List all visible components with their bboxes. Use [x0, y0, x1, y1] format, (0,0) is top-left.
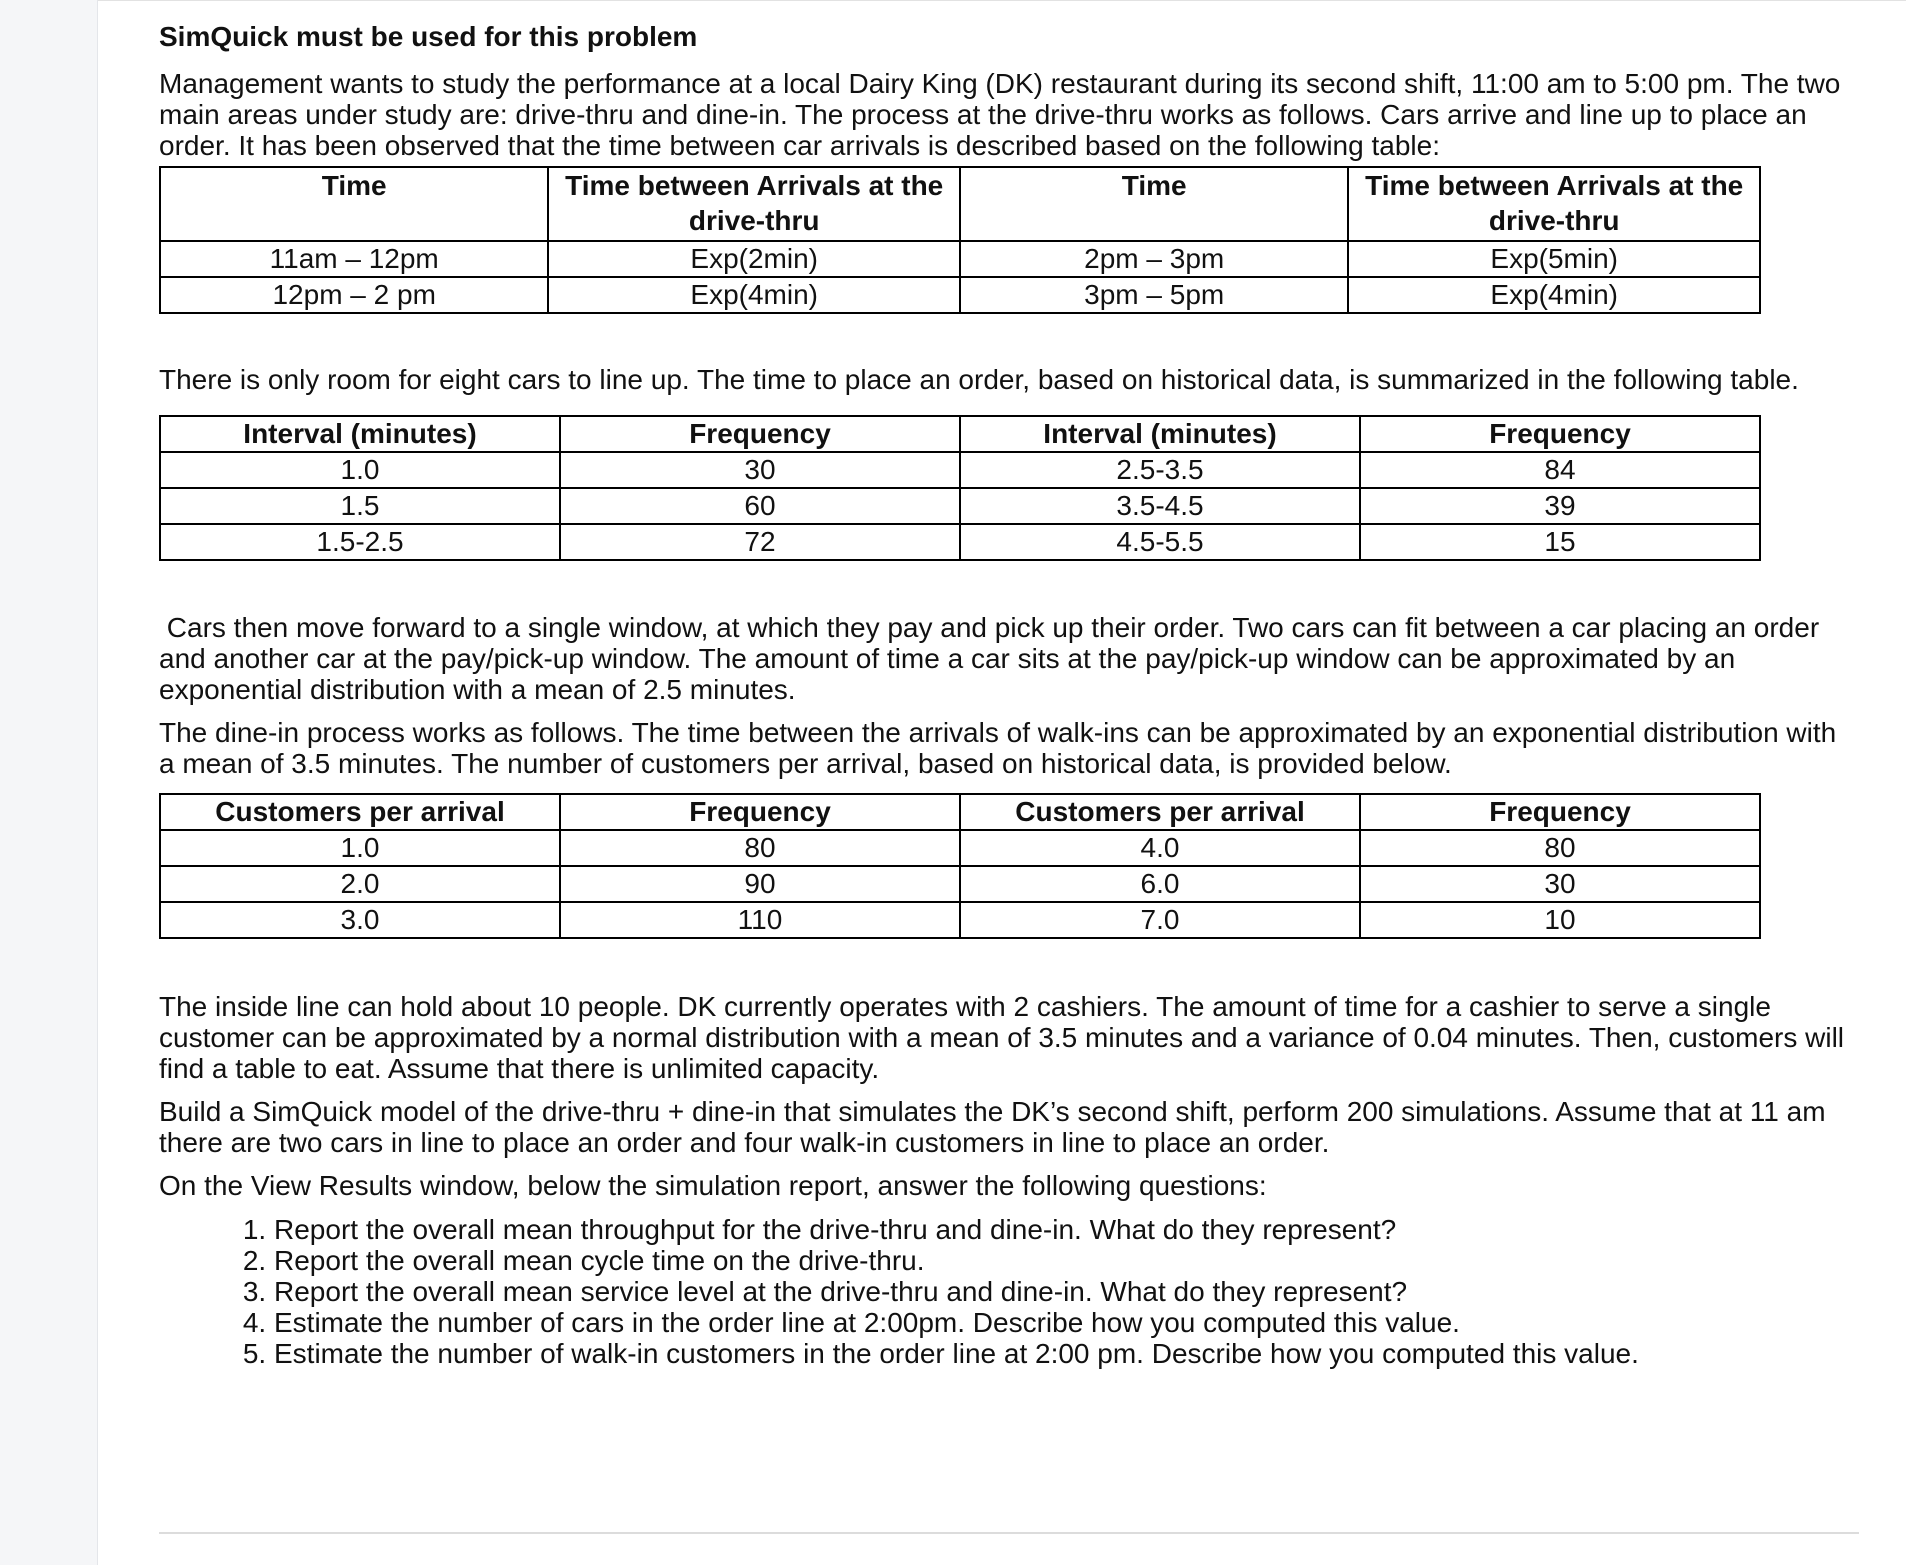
inside-line-paragraph: The inside line can hold about 10 people. DK currently operates with 2 cashiers. The amount of time for a cashier to serve a single customer can be approximated by a normal distribution with a mean of 3.5 minutes and a variance of 0.04 minutes. Then, customers will find a table to eat. Assume that there is unlimited capacity.	[159, 991, 1845, 1084]
pickup-window-paragraph: Cars then move forward to a single window, at which they pay and pick up their order. Two cars can fit between a car placing an order and another car at the pay/pick-up window. The amount of time a car sits at the pay/pick-up window can be approximated by an exponential distribution with a mean of 2.5 minutes.	[159, 612, 1827, 705]
table-header-cell: Customers per arrival	[160, 794, 560, 830]
table-row	[160, 866, 1760, 902]
table-cell: 60	[560, 488, 960, 524]
table-cell: 3.5-4.5	[960, 488, 1360, 524]
table-cell: 30	[560, 452, 960, 488]
arrival-time-table	[159, 166, 1761, 314]
table-header-cell: Interval (minutes)	[160, 416, 560, 452]
table-cell: 1.0	[160, 452, 560, 488]
bottom-divider	[159, 1532, 1859, 1534]
questions-list	[159, 1214, 1859, 1369]
table-cell: 110	[560, 902, 960, 938]
table-header-cell: Frequency	[1360, 794, 1760, 830]
table-cell: Exp(2min)	[548, 241, 960, 277]
table-cell: 4.0	[960, 830, 1360, 866]
table-header-cell: Time between Arrivals at the drive-thru	[548, 167, 960, 241]
table-cell: 80	[1360, 830, 1760, 866]
table-header-cell: Frequency	[1360, 416, 1760, 452]
table-cell: 10	[1360, 902, 1760, 938]
table-cell: Exp(4min)	[548, 277, 960, 313]
table-row	[160, 902, 1760, 938]
table-header-row	[160, 794, 1760, 830]
table-header-row	[160, 416, 1760, 452]
order-time-table	[159, 415, 1761, 561]
table-row	[160, 830, 1760, 866]
customers-per-arrival-table	[159, 793, 1761, 939]
table-cell: 90	[560, 866, 960, 902]
table-cell: 2pm – 3pm	[960, 241, 1348, 277]
table-cell: 80	[560, 830, 960, 866]
table-header-cell: Frequency	[560, 416, 960, 452]
table-cell: 7.0	[960, 902, 1360, 938]
dine-in-paragraph: The dine-in process works as follows. The time between the arrivals of walk-ins can be approximated by an exponential distribution with a mean of 3.5 minutes. The number of customers per arrival, based on historical data, is provided below.	[159, 717, 1837, 779]
table-cell: 6.0	[960, 866, 1360, 902]
table-cell: 15	[1360, 524, 1760, 560]
table-cell: 30	[1360, 866, 1760, 902]
left-gutter	[0, 0, 98, 1565]
table-cell: 11am – 12pm	[160, 241, 548, 277]
table-header-cell: Time	[160, 167, 548, 241]
table-row	[160, 241, 1760, 277]
list-item: 3. Report the overall mean service level at the drive-thru and dine-in. What do they represent?	[274, 1276, 1859, 1307]
table-row	[160, 452, 1760, 488]
table-header-cell: Frequency	[560, 794, 960, 830]
table-cell: 2.5-3.5	[960, 452, 1360, 488]
table-cell: 2.0	[160, 866, 560, 902]
table-cell: 3.0	[160, 902, 560, 938]
table-header-cell: Customers per arrival	[960, 794, 1360, 830]
table-cell: 72	[560, 524, 960, 560]
table-header-cell: Time	[960, 167, 1348, 241]
table-header-cell: Interval (minutes)	[960, 416, 1360, 452]
table-cell: 1.0	[160, 830, 560, 866]
list-item: 4. Estimate the number of cars in the order line at 2:00pm. Describe how you computed this value.	[274, 1307, 1859, 1338]
results-instruction-paragraph: On the View Results window, below the simulation report, answer the following questions:	[159, 1170, 1267, 1201]
list-item: 1. Report the overall mean throughput for the drive-thru and dine-in. What do they represent?	[274, 1214, 1859, 1245]
list-item: 2. Report the overall mean cycle time on the drive-thru.	[274, 1245, 1859, 1276]
table-cell: 1.5-2.5	[160, 524, 560, 560]
table-cell: 4.5-5.5	[960, 524, 1360, 560]
table-row	[160, 488, 1760, 524]
intro-paragraph: Management wants to study the performance at a local Dairy King (DK) restaurant during its second shift, 11:00 am to 5:00 pm. The two main areas under study are: drive-thru and dine-in. The process at the drive-thru works as follows. Cars arrive and line up to place an order. It has been observed that the time between car arrivals is described based on the following table:	[159, 68, 1841, 161]
table-cell: 12pm – 2 pm	[160, 277, 548, 313]
list-item: 5. Estimate the number of walk-in customers in the order line at 2:00 pm. Describe how you computed this value.	[274, 1338, 1859, 1369]
table-row	[160, 277, 1760, 313]
top-divider	[98, 0, 1906, 1]
table-cell: 3pm – 5pm	[960, 277, 1348, 313]
problem-title: SimQuick must be used for this problem	[159, 21, 698, 52]
order-time-paragraph: There is only room for eight cars to line up. The time to place an order, based on historical data, is summarized in the following table.	[159, 364, 1799, 395]
table-header-row	[160, 167, 1760, 241]
build-model-paragraph: Build a SimQuick model of the drive-thru + dine-in that simulates the DK’s second shift, perform 200 simulations. Assume that at 11 am there are two cars in line to place an order and four walk-in customers in line to place an order.	[159, 1096, 1826, 1158]
table-cell: 1.5	[160, 488, 560, 524]
table-header-cell: Time between Arrivals at the drive-thru	[1348, 167, 1760, 241]
table-cell: 39	[1360, 488, 1760, 524]
table-cell: 84	[1360, 452, 1760, 488]
table-row	[160, 524, 1760, 560]
table-cell: Exp(5min)	[1348, 241, 1760, 277]
problem-content	[159, 18, 1859, 1369]
table-cell: Exp(4min)	[1348, 277, 1760, 313]
